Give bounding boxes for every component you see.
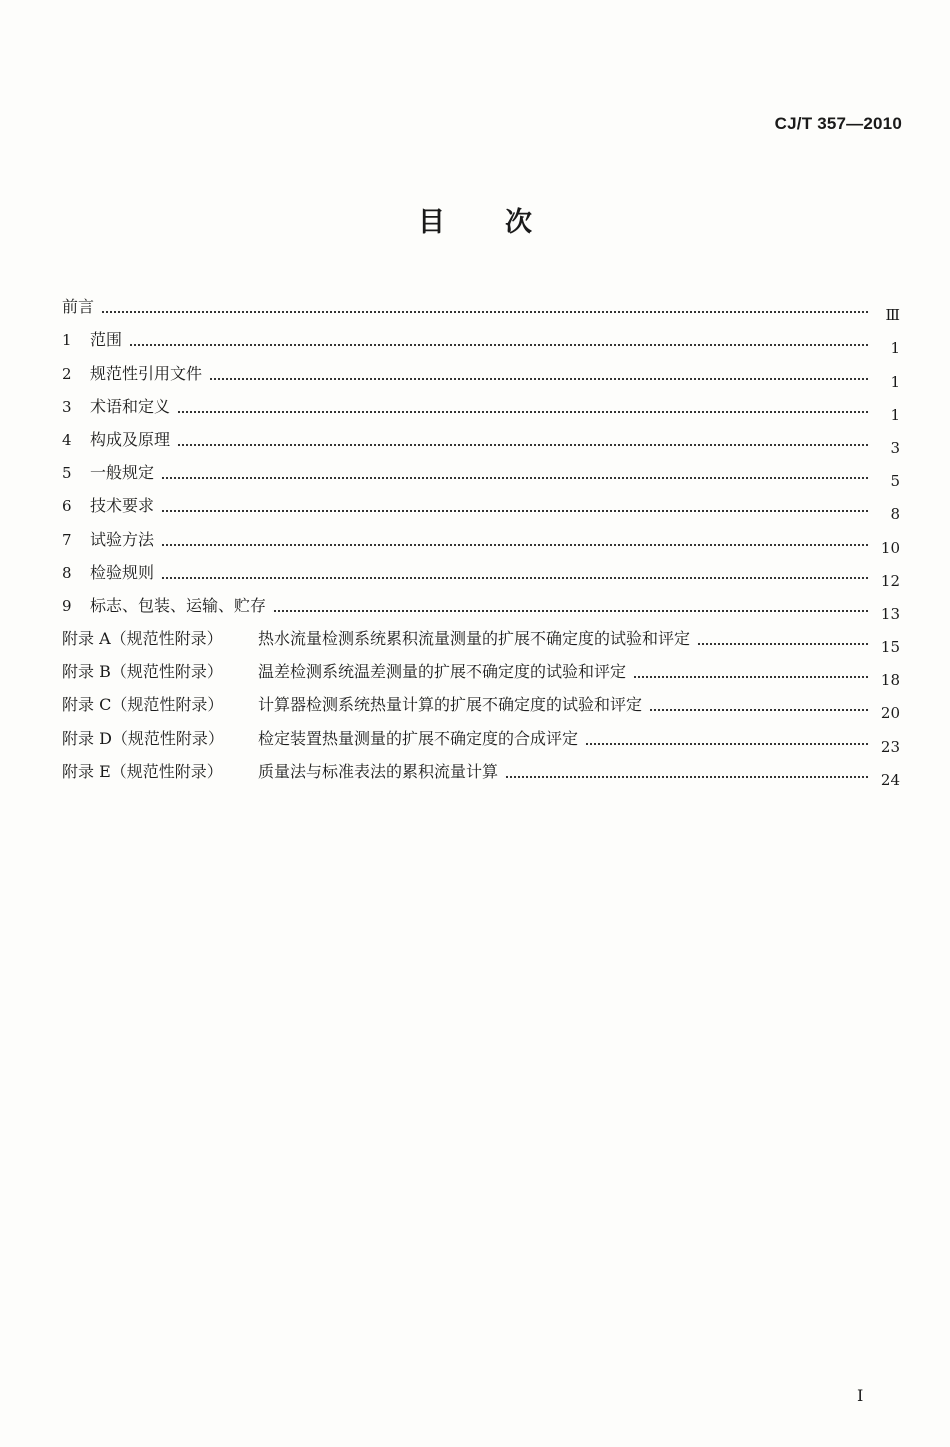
toc-num: 3 [62, 397, 72, 416]
dot-leader [162, 509, 868, 512]
toc-entry-appendix[interactable] [62, 682, 900, 723]
toc-page: Ⅲ [885, 306, 900, 325]
toc-label: 热水流量检测系统累积流量测量的扩展不确定度的试验和评定 [258, 629, 691, 649]
toc-label: 构成及原理 [90, 429, 171, 449]
toc-entry-section[interactable] [62, 516, 900, 557]
title-char-1: 目 [418, 207, 445, 238]
toc-entry-appendix[interactable] [62, 749, 900, 789]
toc-page: 8 [890, 505, 900, 524]
footer-page-number: I [857, 1386, 864, 1405]
dot-leader [162, 476, 868, 479]
toc-page: 20 [880, 704, 900, 723]
toc-label: 质量法与标准表法的累积流量计算 [258, 761, 499, 781]
toc-entry-section[interactable] [62, 350, 900, 391]
toc-page: 3 [890, 438, 900, 457]
toc-label: 前言 [62, 297, 95, 317]
toc-entry-section[interactable] [62, 483, 900, 524]
toc-num: 8 [62, 563, 72, 582]
dot-leader [178, 410, 868, 413]
standard-code: CJ/T 357—2010 [774, 114, 902, 133]
dot-leader [210, 377, 868, 380]
dot-leader [162, 543, 868, 546]
toc-label: 检定装置热量测量的扩展不确定度的合成评定 [258, 728, 579, 748]
title-char-2: 次 [505, 207, 532, 238]
dot-leader [274, 609, 868, 612]
toc-page: 23 [880, 737, 900, 756]
toc-num: 6 [62, 497, 72, 516]
toc-page: 15 [880, 638, 900, 657]
toc-entry-appendix[interactable] [62, 715, 900, 756]
toc-entry-section[interactable] [62, 450, 900, 491]
appendix-head: 附录 D（规范性附录） [62, 728, 224, 748]
dot-leader [102, 310, 868, 313]
dot-leader [634, 675, 868, 678]
toc-entry-section[interactable] [62, 550, 900, 590]
toc-num: 5 [62, 464, 72, 483]
toc-entry-section[interactable] [62, 583, 900, 623]
dot-leader [698, 642, 868, 645]
table-of-contents [62, 284, 900, 789]
dot-leader [650, 708, 868, 711]
appendix-head: 附录 B（规范性附录） [62, 662, 223, 682]
toc-num: 7 [62, 530, 72, 549]
toc-entry-appendix[interactable] [62, 616, 900, 657]
toc-entry-section[interactable] [62, 384, 900, 424]
appendix-head: 附录 C（规范性附录） [62, 695, 224, 715]
toc-page: 1 [890, 372, 900, 391]
dot-leader [178, 443, 868, 446]
toc-page: 1 [890, 339, 900, 358]
toc-page: 13 [880, 604, 900, 623]
toc-page: 1 [890, 405, 900, 424]
toc-label: 检验规则 [90, 562, 155, 582]
toc-num: 9 [62, 596, 72, 615]
toc-label: 规范性引用文件 [90, 363, 203, 383]
toc-page: 10 [880, 538, 900, 557]
toc-page: 12 [880, 571, 900, 590]
toc-entry-appendix[interactable] [62, 649, 900, 690]
toc-label: 术语和定义 [90, 396, 171, 416]
appendix-head: 附录 A（规范性附录） [62, 629, 223, 649]
toc-label: 范围 [90, 330, 123, 350]
toc-page: 24 [880, 770, 900, 789]
toc-label: 技术要求 [90, 496, 155, 516]
page-title [0, 200, 950, 239]
toc-label: 计算器检测系统热量计算的扩展不确定度的试验和评定 [258, 695, 643, 715]
dot-leader [586, 742, 868, 745]
toc-num: 4 [62, 430, 72, 449]
dot-leader [162, 576, 868, 579]
toc-entry-foreword[interactable] [62, 284, 900, 325]
toc-num: 2 [62, 364, 72, 383]
toc-entry-section[interactable] [62, 317, 900, 358]
toc-label: 试验方法 [90, 529, 155, 549]
appendix-head: 附录 E（规范性附录） [62, 761, 223, 781]
toc-page: 18 [880, 671, 900, 690]
dot-leader [130, 343, 868, 346]
toc-label: 标志、包装、运输、贮存 [90, 595, 267, 615]
toc-label: 温差检测系统温差测量的扩展不确定度的试验和评定 [258, 662, 627, 682]
toc-entry-section[interactable] [62, 417, 900, 457]
dot-leader [506, 775, 868, 778]
toc-num: 1 [62, 331, 72, 350]
toc-page: 5 [890, 472, 900, 491]
toc-label: 一般规定 [90, 463, 155, 483]
